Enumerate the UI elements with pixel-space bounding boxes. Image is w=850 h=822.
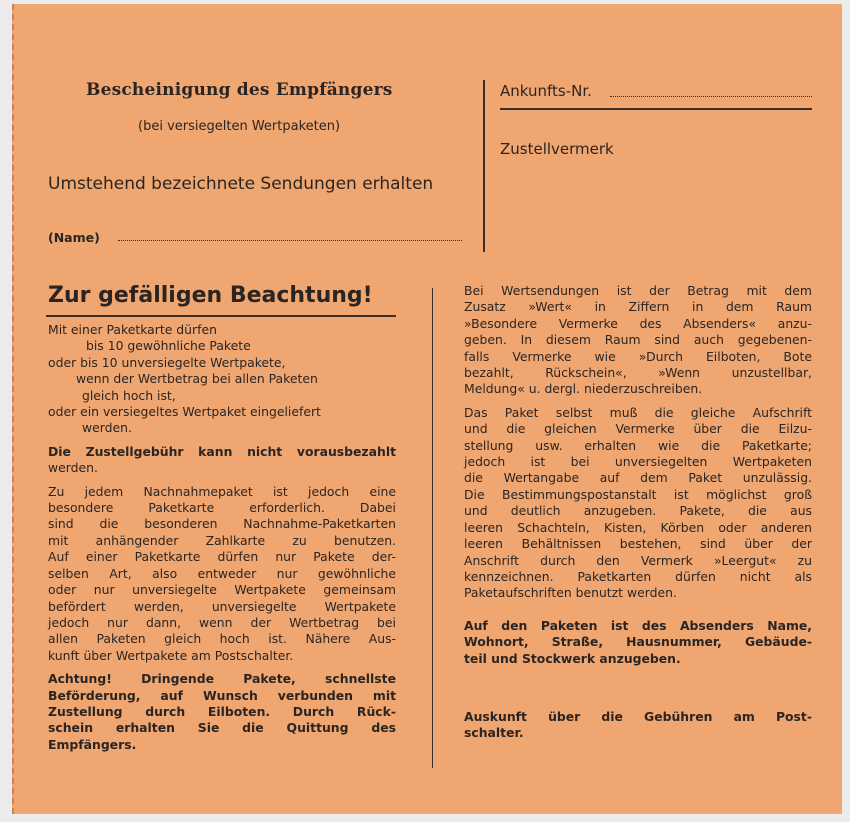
notice-line: Zusatz »Wert« in Ziffern in dem Raum	[464, 299, 812, 315]
notice-line: befördert werden, unversiegelte Wertpakete	[48, 598, 396, 614]
notice-line: schalter.	[464, 725, 524, 741]
notice-title: Zur gefälligen Beachtung!	[48, 283, 373, 308]
notice-title-underline	[46, 315, 396, 317]
notice-line: kennzeichnen. Paketkarten dürfen nicht als	[464, 568, 812, 584]
notice-line: Auskunft über die Gebühren am Post-	[464, 708, 812, 724]
notice-left-column	[48, 322, 396, 753]
notice-line: Das Paket selbst muß die gleiche Aufschrift	[464, 404, 812, 420]
notice-line: sind die besonderen Nachnahme-Paketkarten	[48, 516, 396, 532]
notice-line: bis 10 gewöhnliche Pakete	[86, 338, 251, 354]
notice-line: selben Art, also entweder nur gewöhnliche	[48, 565, 396, 581]
notice-line: Bei Wertsendungen ist der Betrag mit dem	[464, 283, 812, 298]
notice-line: Auf den Paketen ist des Absenders Name,	[464, 617, 812, 633]
notice-line: jedoch nur dann, wenn der Wertbetrag bei	[48, 614, 396, 630]
notice-right-column	[464, 283, 812, 742]
notice-line: teil und Stockwerk anzugeben.	[464, 650, 681, 666]
notice-line: kunft über Wertpakete am Postschalter.	[48, 647, 294, 663]
notice-line: »Besondere Vermerke des Absenders« anzu-	[464, 315, 812, 331]
arrival-number-rule	[500, 108, 812, 110]
column-divider	[432, 288, 433, 768]
notice-line: schein erhalten Sie die Quittung des	[48, 720, 396, 736]
notice-line: Wohnort, Straße, Hausnummer, Gebäude-	[464, 634, 812, 650]
recipient-certificate-subtitle: (bei versiegelten Wertpaketen)	[138, 119, 341, 134]
notice-line: die Wertangabe auf dem Paket unzulässig.	[464, 470, 812, 486]
notice-line: werden.	[48, 460, 98, 476]
notice-line: Auf einer Paketkarte dürfen nur Pakete der-	[48, 549, 396, 565]
received-statement: Umstehend bezeichnete Sendungen erhalten	[48, 174, 434, 194]
notice-line: oder bis 10 unversiegelte Wertpakete,	[48, 354, 286, 370]
parcel-card	[12, 4, 842, 814]
delivery-note-label: Zustellvermerk	[500, 140, 614, 158]
notice-line: gleich hoch ist,	[82, 387, 176, 403]
notice-line: Empfängers.	[48, 736, 137, 752]
name-label: (Name)	[48, 230, 100, 245]
notice-line: Achtung! Dringende Pakete, schnellste	[48, 671, 396, 687]
notice-line: jedoch ist bei unversiegelten Wertpaketen	[464, 454, 812, 470]
notice-line: wenn der Wertbetrag bei allen Paketen	[76, 371, 318, 387]
notice-line: Anschrift durch den Vermerk »Leergut« zu	[464, 552, 812, 568]
notice-line: Paketaufschriften benutzt werden.	[464, 585, 677, 601]
notice-line: leeren Schachteln, Kisten, Körben oder anderen	[464, 519, 812, 535]
recipient-certificate-title: Bescheinigung des Empfängers	[86, 80, 393, 100]
notice-line: Zu jedem Nachnahmepaket ist jedoch eine	[48, 483, 396, 499]
notice-line: Die Zustellgebühr kann nicht vorausbezahlt	[48, 443, 396, 459]
notice-line: geben. In diesem Raum sind auch gegebenen-	[464, 332, 812, 348]
notice-line: und deutlich anzugeben. Pakete, die aus	[464, 503, 812, 519]
notice-line: werden.	[82, 420, 132, 436]
notice-line: Beförderung, auf Wunsch verbunden mit	[48, 687, 396, 703]
notice-line: Die Bestimmungspostanstalt ist möglichst groß	[464, 486, 812, 502]
notice-line: stellung usw. erhalten wie die Paketkarte;	[464, 437, 812, 453]
arrival-number-label: Ankunfts-Nr.	[500, 82, 592, 100]
header-divider	[483, 80, 485, 252]
notice-line: Meldung« u. dergl. niederzuschreiben.	[464, 381, 703, 397]
arrival-number-line	[610, 96, 812, 97]
notice-line: oder ein versiegeltes Wertpaket eingeliefert	[48, 404, 321, 420]
notice-line: oder nur unversiegelte Wertpakete gemeinsam	[48, 582, 396, 598]
notice-line: allen Paketen gleich hoch ist. Nähere Aus-	[48, 631, 396, 647]
notice-line: besondere Paketkarte erforderlich. Dabei	[48, 500, 396, 516]
notice-line: bezahlt, Rückschein«, »Wenn unzustellbar,	[464, 365, 812, 381]
notice-line: mit anhängender Zahlkarte zu benutzen.	[48, 532, 396, 548]
notice-line: leeren Behältnissen bestehen, sind über der	[464, 536, 812, 552]
notice-line: Zustellung durch Eilboten. Durch Rück-	[48, 703, 396, 719]
notice-line: und die gleichen Vermerke über die Eilzu-	[464, 421, 812, 437]
name-signature-line	[118, 240, 462, 241]
notice-line: falls Vermerke wie »Durch Eilboten, Bote	[464, 348, 812, 364]
notice-line: Mit einer Paketkarte dürfen	[48, 322, 217, 337]
